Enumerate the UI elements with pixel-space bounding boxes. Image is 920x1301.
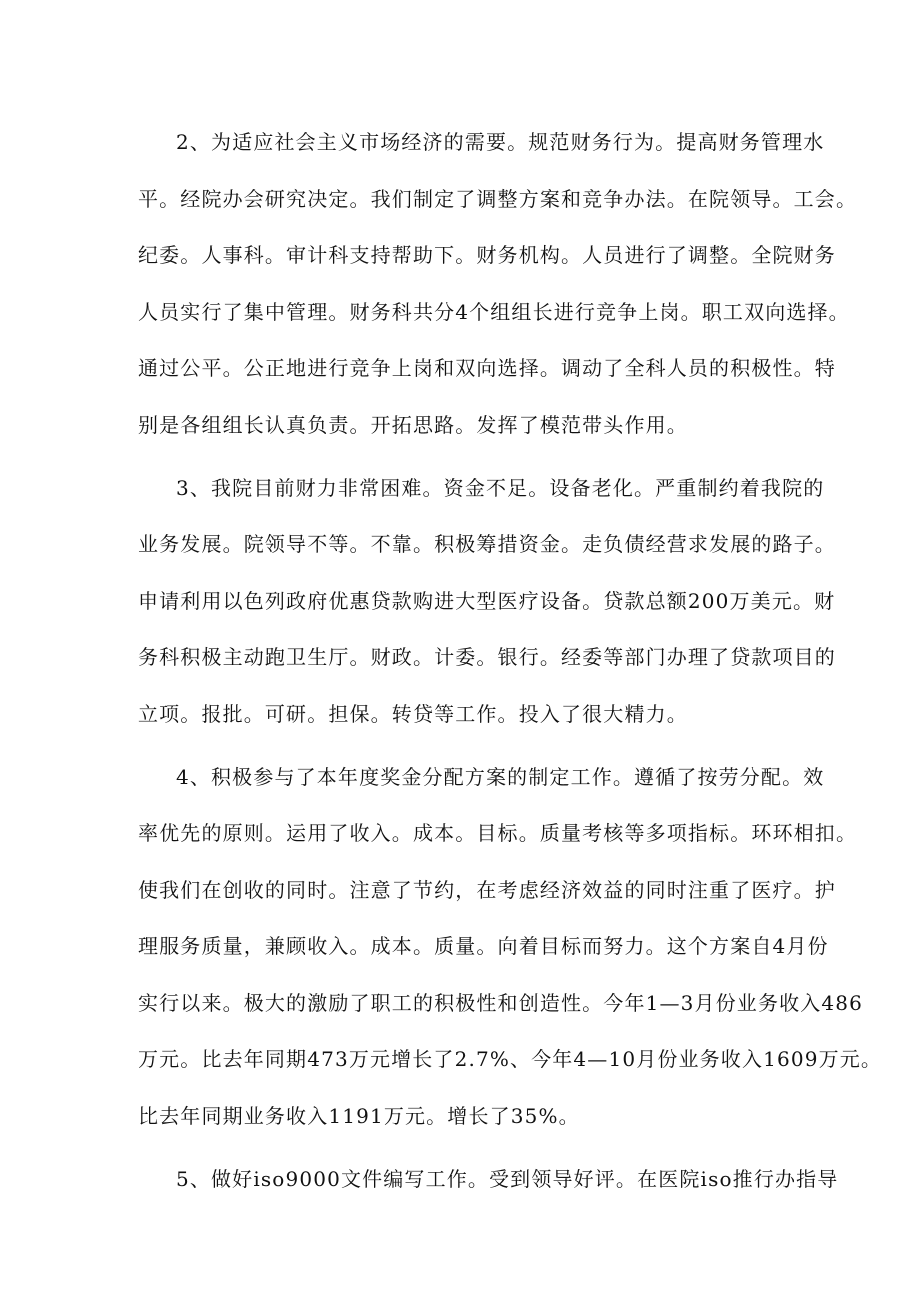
- paragraph-2-line-2: 平。经院办会研究决定。我们制定了调整方案和竞争办法。在院领导。工会。: [138, 187, 858, 211]
- paragraph-2-line-3: 纪委。人事科。审计科支持帮助下。财务机构。人员进行了调整。全院财务: [138, 243, 836, 267]
- paragraph-2-line-5: 通过公平。公正地进行竞争上岗和双向选择。调动了全科人员的积极性。特: [138, 356, 836, 380]
- paragraph-3-line-5: 立项。报批。可研。担保。转贷等工作。投入了很大精力。: [138, 702, 688, 726]
- paragraph-3-line-1: 3、我院目前财力非常困难。资金不足。设备老化。严重制约着我院的: [176, 476, 825, 500]
- paragraph-3-line-2: 业务发展。院领导不等。不靠。积极筹措资金。走负债经营求发展的路子。: [138, 532, 836, 556]
- paragraph-4-line-2: 率优先的原则。运用了收入。成本。目标。质量考核等多项指标。环环相扣。: [138, 821, 858, 845]
- paragraph-3-line-4: 务科积极主动跑卫生厅。财政。计委。银行。经委等部门办理了贷款项目的: [138, 645, 836, 669]
- paragraph-4-line-1: 4、积极参与了本年度奖金分配方案的制定工作。遵循了按劳分配。效: [176, 765, 825, 789]
- paragraph-2-line-1: 2、为适应社会主义市场经济的需要。规范财务行为。提高财务管理水: [176, 130, 825, 154]
- paragraph-4-line-4: 理服务质量，兼顾收入。成本。质量。向着目标而努力。这个方案自4月份: [138, 934, 829, 958]
- paragraph-5-line-1: 5、做好iso9000文件编写工作。受到领导好评。在医院iso推行办指导: [176, 1167, 839, 1191]
- paragraph-2-line-4: 人员实行了集中管理。财务科共分4个组组长进行竞争上岗。职工双向选择。: [138, 300, 850, 324]
- paragraph-4-line-5: 实行以来。极大的激励了职工的积极性和创造性。今年1—3月份业务收入486: [138, 991, 864, 1015]
- paragraph-4-line-3: 使我们在创收的同时。注意了节约，在考虑经济效益的同时注重了医疗。护: [138, 878, 836, 902]
- paragraph-2-line-6: 别是各组组长认真负责。开拓思路。发挥了模范带头作用。: [138, 413, 688, 437]
- paragraph-4-line-6: 万元。比去年同期473万元增长了2.7%、今年4—10月份业务收入1609万元。: [138, 1047, 883, 1071]
- paragraph-3-line-3: 申请利用以色列政府优惠贷款购进大型医疗设备。贷款总额200万美元。财: [138, 589, 836, 613]
- paragraph-4-line-7: 比去年同期业务收入1191万元。增长了35%。: [138, 1104, 580, 1128]
